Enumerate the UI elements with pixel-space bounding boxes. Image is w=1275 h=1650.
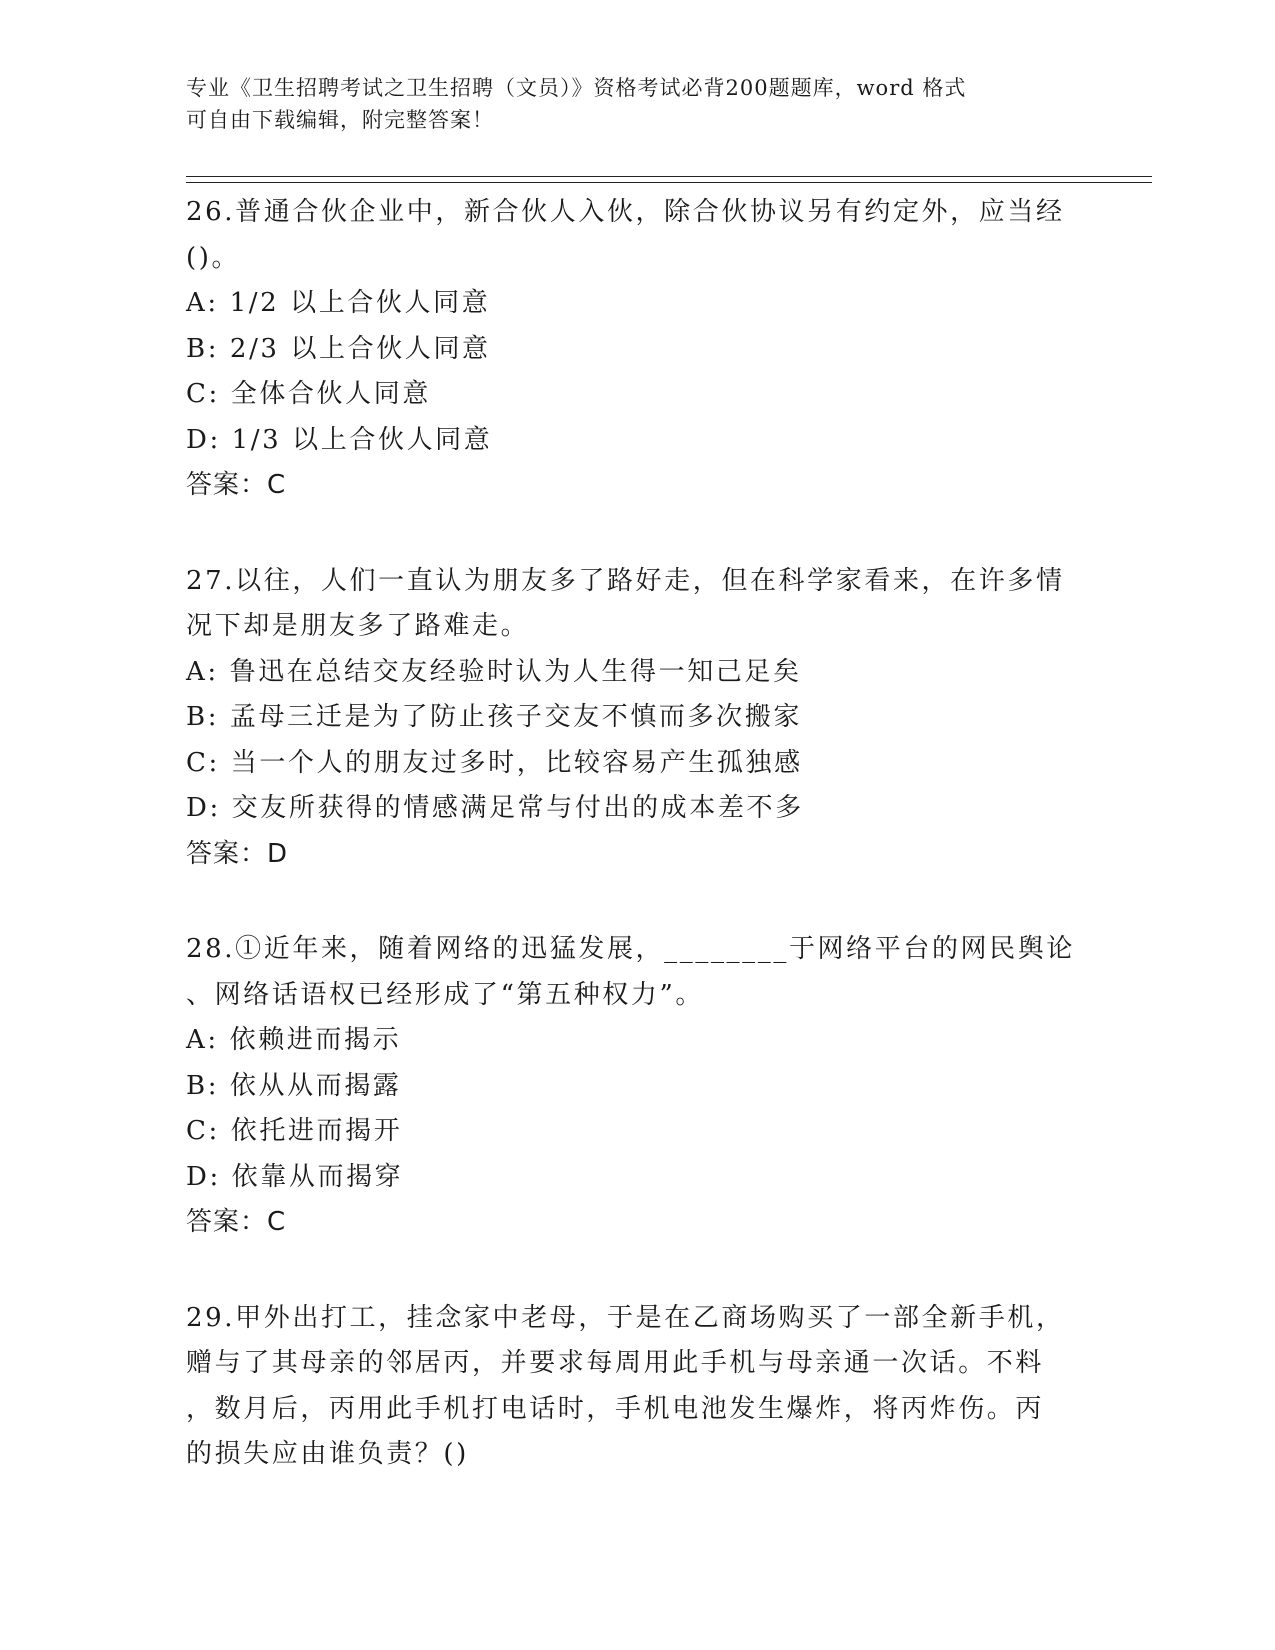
question-stem-line: 26.普通合伙企业中，新合伙人入伙，除合伙协议另有约定外，应当经 bbox=[186, 197, 1065, 227]
question-29 bbox=[186, 1296, 1086, 1478]
question-28 bbox=[186, 927, 1086, 1246]
question-stem-line: ()。 bbox=[186, 242, 241, 273]
option-c: C: 当一个人的朋友过多时，比较容易产生孤独感 bbox=[186, 747, 803, 778]
answer-line: 答案：D bbox=[186, 838, 289, 869]
question-list bbox=[186, 190, 1086, 1528]
option-b: B: 2/3 以上合伙人同意 bbox=[186, 333, 491, 364]
header-rule-bottom bbox=[186, 182, 1152, 183]
question-stem-line: 28.①近年来，随着网络的迅猛发展，________于网络平台的网民舆论 bbox=[186, 934, 1075, 964]
question-27 bbox=[186, 559, 1086, 878]
answer-line: 答案：C bbox=[186, 470, 287, 500]
question-stem-line: ，数月后，丙用此手机打电话时，手机电池发生爆炸，将丙炸伤。丙 bbox=[186, 1393, 1045, 1424]
question-26 bbox=[186, 190, 1086, 509]
question-stem-line: 况下却是朋友多了路难走。 bbox=[186, 611, 530, 641]
question-stem-line: 、网络话语权已经形成了“第五种权力”。 bbox=[186, 979, 704, 1010]
option-d: D: 交友所获得的情感满足常与付出的成本差不多 bbox=[186, 793, 804, 823]
header-line-2: 可自由下载编辑，附完整答案！ bbox=[186, 108, 494, 132]
header-line-1: 专业《卫生招聘考试之卫生招聘（文员）》资格考试必背200题题库，word 格式 bbox=[186, 76, 967, 100]
option-d: D: 依靠从而揭穿 bbox=[186, 1161, 404, 1192]
option-a: A: 依赖进而揭示 bbox=[186, 1025, 402, 1055]
document-header bbox=[186, 72, 1066, 136]
option-c: C: 依托进而揭开 bbox=[186, 1116, 403, 1146]
option-d: D: 1/3 以上合伙人同意 bbox=[186, 424, 493, 455]
header-rule-top bbox=[186, 176, 1152, 177]
option-b: B: 孟母三迁是为了防止孩子交友不慎而多次搬家 bbox=[186, 702, 802, 732]
option-a: A: 鲁迅在总结交友经验时认为人生得一知己足矣 bbox=[186, 656, 802, 687]
question-stem-line: 的损失应由谁负责？() bbox=[186, 1439, 469, 1469]
option-c: C: 全体合伙人同意 bbox=[186, 379, 431, 409]
option-b: B: 依从从而揭露 bbox=[186, 1070, 402, 1101]
answer-line: 答案：C bbox=[186, 1207, 287, 1237]
option-a: A: 1/2 以上合伙人同意 bbox=[186, 288, 491, 318]
question-stem-line: 29.甲外出打工，挂念家中老母，于是在乙商场购买了一部全新手机， bbox=[186, 1302, 1065, 1333]
question-stem-line: 27.以往，人们一直认为朋友多了路好走，但在科学家看来，在许多情 bbox=[186, 565, 1065, 596]
question-stem-line: 赠与了其母亲的邻居丙，并要求每周用此手机与母亲通一次话。不料 bbox=[186, 1348, 1045, 1378]
